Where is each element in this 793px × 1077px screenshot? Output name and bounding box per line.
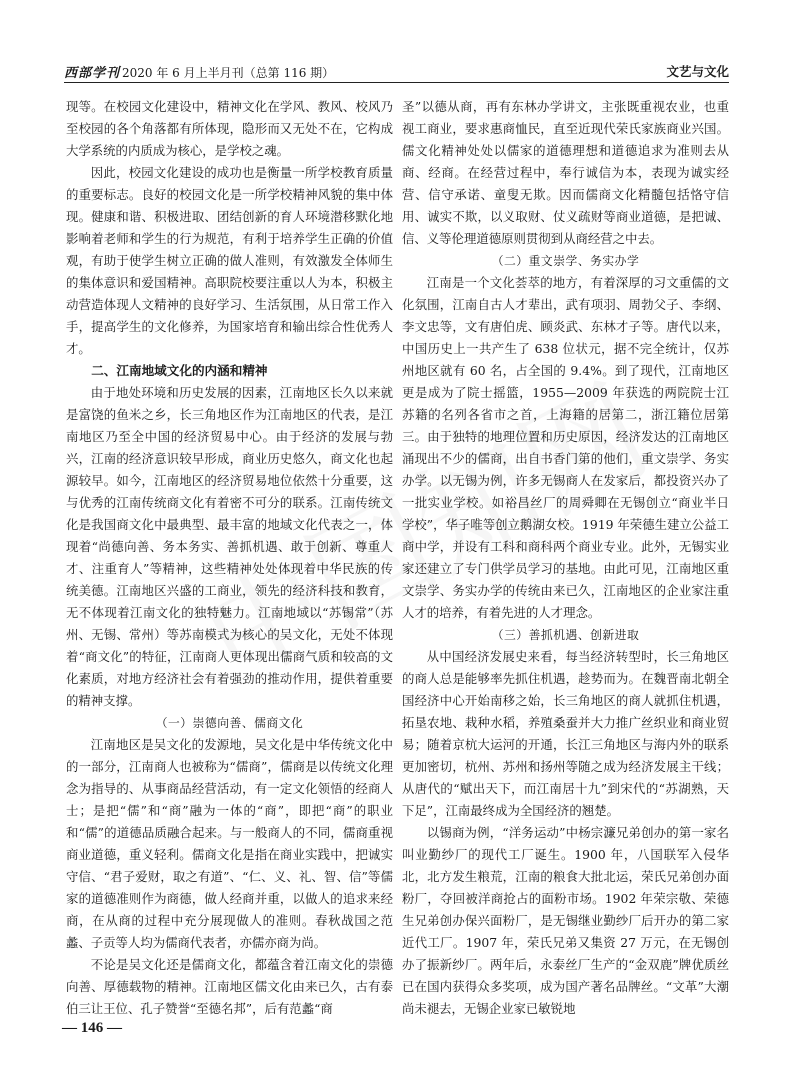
left-column <box>66 96 393 1016</box>
paragraph: 因此，校园文化建设的成功也是衡量一所学校教育质量的重要标志。良好的校园文化是一所学校精神风貌的集中体现。健康和谐、积极进取、团结创新的育人环境潜移默化地影响着老师和学生的行为规范，有利于培养学生正确的价值观，有助于使学生树立正确的做人准则，有效激发全体师生的集体意识和爱国精神。高职院校要注重以人为本，积极主动营造体现人文精神的良好学习、生活氛围，从日常工作入手，提高学生的文化修养，为国家培育和输出综合性优秀人才。 <box>66 165 393 356</box>
paragraph: 不论是吴文化还是儒商文化，都蕴含着江南文化的崇德向善、厚德载物的精神。江南地区儒文化由来已久，古有泰伯三让王位、孔子赞誉“至德名邦”，后有范蠡“商 <box>66 957 393 1016</box>
header-left <box>64 62 334 81</box>
section-title: 文艺与文化 <box>666 64 729 79</box>
paragraph: 从中国经济发展史来看，每当经济转型时，长三角地区的商人总是能够率先抓住机遇，趁势而为。在魏晋南北朝全国经济中心开始南移之始，长三角地区的商人就抓住机遇，拓垦农地、栽种水稻，养殖桑蚕并大力推广丝织业和商业贸易；随着京杭大运河的开通，长江三角地区与海内外的联系更加密切，杭州、苏州和扬州等随之成为经济发展主干线；从唐代的“赋出天下，而江南居十九”到宋代的“苏湖熟，天下足”，江南最终成为全国经济的翘楚。 <box>402 649 729 818</box>
paragraph: 圣”以德从商，再有东林办学讲文，主张既重视农业，也重视工商业，要求惠商恤民，直至近现代荣氏家族商业兴国。儒文化精神处处以儒家的道德理想和道德追求为准则去从商、经商。在经营过程中，奉行诚信为本，表现为诚实经营、信守承诺、童叟无欺。因而儒商文化精髓包括恪守信用、诚实不欺，以义取财、仗义疏财等商业道德，是把诚、信、义等伦理道德原则贯彻到从商经营之中去。 <box>402 99 729 246</box>
right-column <box>402 96 729 1016</box>
paragraph: 江南地区是吴文化的发源地，吴文化是中华传统文化中的一部分，江南商人也被称为“儒商”，儒商是以传统文化理念为指导的、从事商品经营活动，有一定文化领悟的经商人士；是把“儒”和“商”融为一体的“商”，即把“商”的职业和“儒”的道德品质融合起来。与一般商人的不同，儒商重视商业道德，重义轻利。儒商文化是指在商业实践中，把诚实守信、“君子爱财，取之有道”、“仁、义、礼、智、信”等儒家的道德准则作为商德，做人经商并重，以做人的追求来经商，在从商的过程中充分展现做人的准则。春秋战国之范蠡、子贡等人均为儒商代表者，亦儒亦商为尚。 <box>66 737 393 950</box>
page-header <box>64 60 729 83</box>
issue-info: 2020 年 6 月上半月刊（总第 116 期） <box>122 66 335 80</box>
section-heading: 二、江南地域文化的内涵和精神 <box>91 363 268 378</box>
paragraph: 江南是一个文化荟萃的地方，有着深厚的习文重儒的文化氛围，江南自古人才辈出，武有项羽、周勃父子、李纲、李文忠等，文有唐伯虎、顾炎武、东林才子等。唐代以来，中国历史上一共产生了 638 位状元，据不完全统计，仅苏州地区就有 60 名，占全国的 9.4%。到了现代，江南地区更是成为了院士摇篮，1955—2009 年获选的两院院士江苏籍的名列各省市之首，上海籍的居第二，浙江籍位居第三。由于独特的地理位置和历史原因，经济发达的江南地区涌现出不少的儒商，出自书香门第的他们，重文崇学、务实办学。以无锡为例，许多无锡商人在发家后，都投资兴办了一批实业学校。如裕昌丝厂的周舜卿在无锡创立“商业半日学校”，华子唯等创立鹅湖女校。1919 年荣德生建立公益工商中学，并设有工科和商科两个商业专业。此外，无锡实业家还建立了专门供学员学习的基地。由此可见，江南地区重文崇学、务实办学的传统由来已久，江南地区的企业家注重人才的培养，有着先进的人才理念。 <box>402 275 729 620</box>
paragraph: 现等。在校园文化建设中，精神文化在学风、教风、校风乃至校园的各个角落都有所体现，隐形而又无处不在，它构成大学系统的内质成为核心，是学校之魂。 <box>66 99 393 158</box>
paragraph: 以锡商为例，“洋务运动”中杨宗濂兄弟创办的第一家名叫业勤纱厂的现代工厂诞生。1900 年，八国联军入侵华北，北方发生粮荒，江南的粮食大批北运，荣氏兄弟创办面粉厂，夺回被洋商抢占的面粉市场。1902 年荣宗敬、荣德生兄弟创办保兴面粉厂，是无锡继业勤纱厂后开办的第二家近代工厂。1907 年，荣氏兄弟又集资 27 万元，在无锡创办了振新纱厂。两年后，永泰丝厂生产的“金双鹿”牌优质丝已在国内获得众多奖项，成为国产著名品牌丝。“文革”大潮尚未褪去，无锡企业家已敏锐地 <box>402 825 729 1016</box>
paragraph: 由于地处环境和历史发展的因素，江南地区长久以来就是富饶的鱼米之乡，长三角地区作为江南地区的代表，是江南地区乃至全中国的经济贸易中心。由于经济的发展与勃兴，江南的经济意识较早形成，商业历史悠久，商文化也起源较早。如今，江南地区的经济贸易地位依然十分重要，这与优秀的江南传统商文化有着密不可分的联系。江南传统文化是我国商文化中最典型、最丰富的地域文化代表之一，体现着“尚德向善、务本务实、善抓机遇、敢于创新、尊重人才、注重育人”等精神，这些精神处处体现着中华民族的传统美德。江南地区兴盛的工商业，领先的经济科技和教育，无不体现着江南文化的独特魅力。江南地域以“苏锡常”（苏州、无锡、常州）等苏南模式为核心的吴文化，无处不体现着“商文化”的特征，江南商人更体现出儒商气质和较高的文化素质，对地方经济社会有着强劲的推动作用，提供着重要的精神支撑。 <box>66 385 393 708</box>
page-number: — 146 — <box>62 1020 122 1036</box>
subsection-heading: （一）崇德向善、儒商文化 <box>155 716 304 730</box>
subsection-heading: （二）重文崇学、务实办学 <box>491 254 640 268</box>
subsection-heading: （三）善抓机遇、创新进取 <box>491 628 640 642</box>
journal-logo: 西部学刊 <box>64 66 121 81</box>
